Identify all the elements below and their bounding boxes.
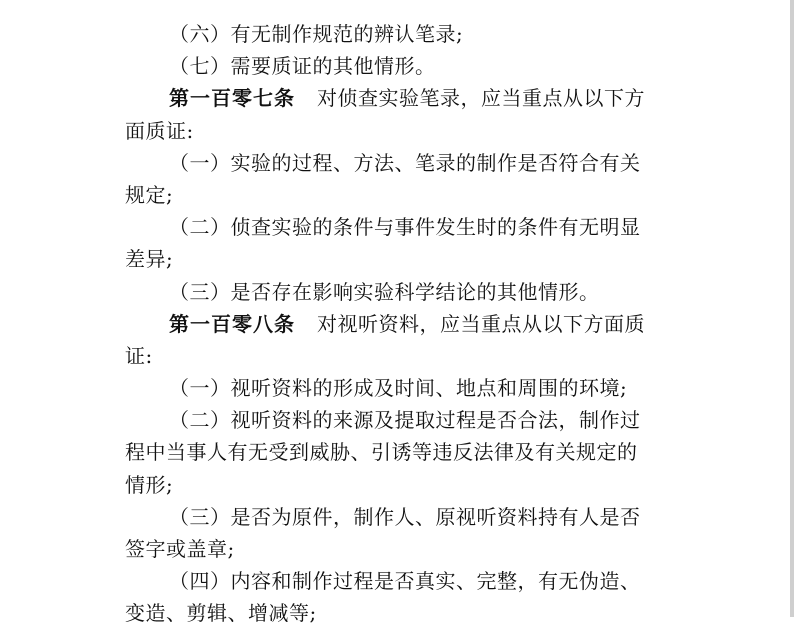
document-body <box>125 18 685 630</box>
paragraph-line: （三）是否存在影响实验科学结论的其他情形。 <box>169 279 600 304</box>
paragraph-line: 变造、剪辑、增减等; <box>125 601 317 626</box>
article-107-line <box>125 82 685 114</box>
page-edge-divider <box>790 0 794 617</box>
paragraph-line: 签字或盖章; <box>125 537 235 561</box>
paragraph-line: 面质证: <box>125 118 194 143</box>
article-108-line <box>125 308 685 340</box>
paragraph-line: 证: <box>125 343 153 368</box>
article-107-text: 对侦查实验笔录，应当重点从以下方 <box>317 86 645 111</box>
paragraph-line: 差异; <box>125 247 174 272</box>
article-108-heading: 第一百零八条 <box>169 311 295 336</box>
paragraph-line: （三）是否为原件，制作人、原视听资料持有人是否 <box>169 504 641 529</box>
article-107-heading: 第一百零七条 <box>169 86 295 111</box>
paragraph-line: （一）视听资料的形成及时间、地点和周围的环境; <box>169 376 628 401</box>
paragraph-line: 情形; <box>125 472 174 497</box>
paragraph-line: （二）侦查实验的条件与事件发生时的条件有无明显 <box>169 215 641 240</box>
paragraph-line: （七）需要质证的其他情形。 <box>169 54 436 79</box>
paragraph-line: （四）内容和制作过程是否真实、完整，有无伪造、 <box>169 569 641 594</box>
paragraph-line: 规定; <box>125 182 174 207</box>
paragraph-line: （一）实验的过程、方法、笔录的制作是否符合有关 <box>169 150 641 175</box>
paragraph-line: （六）有无制作规范的辨认笔录; <box>169 22 464 46</box>
paragraph-line: 程中当事人有无受到威胁、引诱等违反法律及有关规定的 <box>125 440 638 465</box>
paragraph-line: （二）视听资料的来源及提取过程是否合法，制作过 <box>169 408 641 433</box>
article-108-text: 对视听资料，应当重点从以下方面质 <box>317 311 645 336</box>
